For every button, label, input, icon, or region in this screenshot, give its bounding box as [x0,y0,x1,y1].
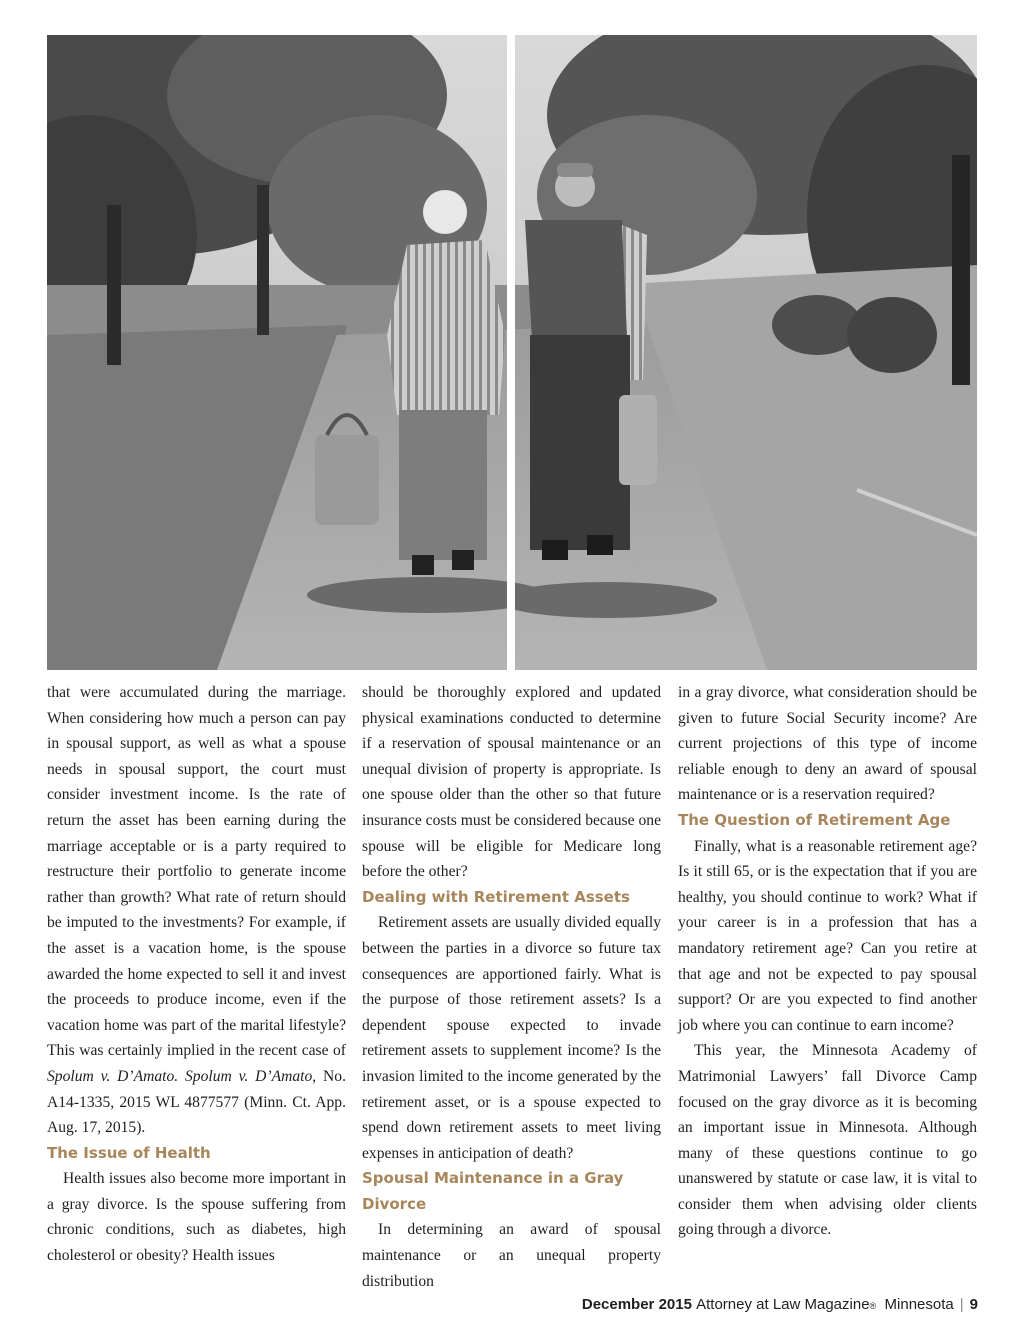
text-column-3 [678,680,977,1243]
footer-separator: | [959,1296,964,1313]
issue-date: December 2015 [581,1296,692,1313]
paragraph: Health issues also become more important in a gray divorce. Is the spouse suffering from chronic conditions, such as diabetes, high cholesterol or obesity? Health issues [47,1170,346,1265]
paragraph [47,680,346,1141]
case-citation-italic: Spolum v. D’Amato. Spolum v. D’Amato [47,1067,313,1085]
section-heading-retirement-age: The Question of Retirement Age [678,810,951,829]
paragraph: Retirement assets are usually divided equally between the parties in a divorce so future tax consequences are apportioned fairly. What is the purpose of those retirement assets? Is a dependent spouse expected to invade retirement assets to supplement income? Is the invasion limited to the income generated by the retirement asset, or is a spouse expected to spend down retirement assets to meet living expenses in anticipation of death? [362,914,661,1162]
magazine-name: Attorney at Law Magazine [696,1296,870,1313]
paragraph: Finally, what is a reasonable retirement age? Is it still 65, or is the expectation that if you are healthy, you should continue to work? What if your career is in a profession that has a mandatory retirement age? Can you retire at that age and not be expected to pay spousal support? Or are you expected to find another job where you can continue to earn income? [678,837,977,1034]
page-number: 9 [969,1296,978,1313]
paragraph: This year, the Minnesota Academy of Matrimonial Lawyers’ fall Divorce Camp focused on the gray divorce as it is becoming an important issue in Minnesota. Although many of these questions continue to go unanswered by statute or case law, it is vital to consider them when advising older clients going through a divorce. [678,1042,977,1239]
region-name: Minnesota [884,1296,954,1313]
article-photo-split-elderly-couple [47,35,977,670]
paragraph: In determining an award of spousal maintenance or an unequal property distribution [362,1221,661,1290]
text-column-1 [47,680,346,1269]
paragraph: should be thoroughly explored and updated physical examinations conducted to determine if a reservation of spousal maintenance or an unequal division of property is appropriate. Is one spouse older than the other so that future insurance costs must be considered because one spouse will be eligible for Medicare long before the other? [362,684,661,881]
section-heading-health: The Issue of Health [47,1143,211,1162]
section-heading-spousal-maintenance: Spousal Maintenance in a Gray Divorce [362,1169,624,1213]
paragraph: in a gray divorce, what consideration should be given to future Social Security income? Are current projections of this type of income reliable enough to deny an award of spousal maintenance or is a reservation required? [678,684,977,804]
registered-mark: ® [869,1301,877,1311]
text-column-2 [362,680,661,1294]
page-footer [582,1296,978,1313]
paragraph-text: , No. A14-1335, 2015 WL 4877577 (Minn. Ct. App. Aug. 17, 2015). [47,1067,346,1137]
article-body [47,680,977,1290]
paragraph-text: that were accumulated during the marriage. When considering how much a person can pay in spousal support, as well as what a spouse needs in spousal support, the court must consider investment income. Is the rate of return the asset has been earning during the marriage acceptable or is a party required to restructure their portfolio to generate income rather than growth? What rate of return should be imputed to the investments? For example, if the asset is a vacation home, is the spouse awarded the home expected to sell it and invest the proceeds to produce income, even if the vacation home was part of the marital lifestyle? This was certainly implied in the recent case of [47,684,346,1060]
section-heading-retirement-assets: Dealing with Retirement Assets [362,887,630,906]
